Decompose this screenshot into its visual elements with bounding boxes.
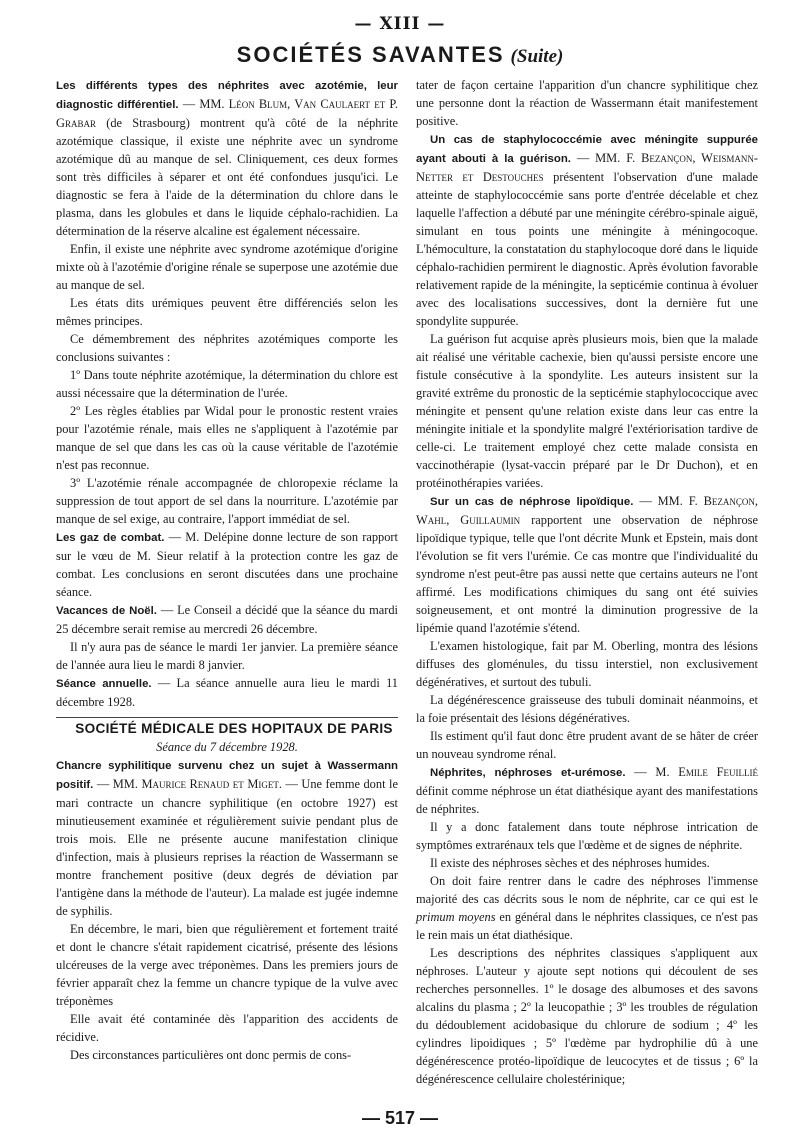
- page-roman-number: — XIII —: [354, 14, 446, 34]
- paragraph: tater de façon certaine l'apparition d'un chancre syphilitique chez une personne dont la réaction de Wassermann était manifestement positive.: [416, 78, 758, 128]
- article-nephrose-lipoidique: [416, 492, 758, 637]
- paragraph: 2º Les règles établies par Widal pour le pronostic restent vraies pour l'azotémie rénale, mais elles ne s'appliquent à l'azotémie par manque de sel que dans les cas où la cause véritable de l'azotémie n'est pas reconnue.: [56, 404, 398, 472]
- paragraph: Les états dits urémiques peuvent être différenciés selon les mêmes principes.: [56, 296, 398, 328]
- paragraph: La guérison fut acquise après plusieurs mois, bien que la malade ait réalisé une véritable cachexie, bien qu'aussi persiste encore une fistule consécutive à la spondylite. Les auteurs insistent sur la gravité extrême du pronostic de la septicémie staphylococcique avec méningite et pensent qu'une relation existe dans leur cas entre la méningite initiale et la spondylite malgré l'extériorisation tardive de celle-ci. Le traitement employé chez cette malade consista en vaccinothérapie (lysat-vaccin préparé par le Dr Duchon), et en protéinothérapies variées.: [416, 332, 758, 490]
- article-text: (de Strasbourg) montrent qu'à côté de la néphrite azotémique classique, il existe une néphrite avec un syndrome azotémique dû au manque de sel. Cliniquement, ces deux formes sont très difficiles à séparer et ont été confondues jusqu'ici. Le diagnostic se fera à l'aide de la détermination du chlore dans le plasma, dans les globules et dans le liquide céphalo-rachidien. La détermination de la réserve alcaline est également nécessaire.: [56, 116, 398, 238]
- article-title: Séance annuelle.: [56, 678, 152, 690]
- paragraph: Enfin, il existe une néphrite avec syndrome azotémique d'origine mixte où à l'azotémie d'origine rénale se superpose une azotémie due au manque de sel.: [56, 242, 398, 292]
- article-nephrites-nephroses-uremose: [416, 763, 758, 818]
- paragraph: Il existe des néphroses sèches et des néphroses humides.: [430, 856, 710, 870]
- article-gaz-de-combat: [56, 528, 398, 601]
- paragraph: Il n'y aura pas de séance le mardi 1er janvier. La première séance de l'année aura lieu le mardi 8 janvier.: [56, 640, 398, 672]
- running-head: [0, 42, 800, 68]
- article-title: Les différents types des néphrites avec azotémie, leur diagnostic différentiel.: [56, 80, 398, 111]
- running-head-title: SOCIÉTÉS SAVANTES: [236, 42, 505, 67]
- paragraph: 3º L'azotémie rénale accompagnée de chloropexie réclame la suppression de tout apport de sel dans la nourriture. L'azotémie par manque de sel exige, au contraire, l'apport immédiat de sel.: [56, 476, 398, 526]
- article-title: Un cas de staphylococcémie avec méningite suppurée ayant abouti à la guérison.: [416, 134, 758, 165]
- paragraph: [416, 872, 758, 944]
- page-number: — 517 —: [361, 1108, 439, 1128]
- paragraph: Il y a donc fatalement dans toute néphrose intrication de symptômes extrarénaux tels que l'œdème et de signes de néphrite.: [416, 820, 758, 852]
- article-authors: — M. Emile Feuillié: [634, 765, 758, 779]
- article-title: Sur un cas de néphrose lipoïdique.: [430, 496, 634, 508]
- article-seance-annuelle: [56, 674, 398, 711]
- right-column: [416, 76, 758, 1088]
- paragraph: En décembre, le mari, bien que régulièrement et fortement traité et dont le chancre s'était rapidement cicatrisé, présente des lésions ulcéreuses de la verge avec tréponèmes. Dans les premiers jours de février apparaît chez la femme un chancre typique de la vulve avec tréponèmes: [56, 922, 398, 1008]
- article-text: présentent l'observation d'une malade atteinte de staphylococcémie sans porte d'entrée décelable et chez laquelle l'affection a débuté par une méningite cérébro-spinale aiguë, simulant en tous points une méningite à méningocoque. L'hémoculture, la constatation du staphylocoque doré dans le liquide céphalo-rachidien permirent le diagnostic. Après évolution favorable relativement rapide de la méningite, la septicémie continua à évoluer avec des localisations successives, dont la dernière fut une spondylite suppurée.: [416, 170, 758, 328]
- article-text: rapportent une observation de néphrose lipoïdique typique, telle que l'ont décrite Munk et Epstein, mais dont l'évolution se fit vers l'urémie. Ce cas montre que l'individualité du syndrome n'est peut-être pas aussi nette que certains auteurs ne l'ont affirmé. Les modifications chimiques du sang ont été suivies soigneusement, et ont montré la diminution progressive de la lipémie quand l'azotémie s'étend.: [416, 513, 758, 635]
- left-column: [56, 76, 398, 1064]
- article-authors: — MM. F. Bezançon, Weismann-Netter et Destouches: [416, 151, 758, 184]
- paragraph-text: On doit faire rentrer dans le cadre des néphroses l'immense majorité des cas décrits sous le nom de néphrite, car ce qui est le: [416, 874, 758, 906]
- paragraph: Ce démembrement des néphrites azotémiques comporte les conclusions suivantes :: [56, 332, 398, 364]
- paragraph: Ils estiment qu'il faut donc être prudent avant de se hâter de créer un nouveau syndrome rénal.: [416, 729, 758, 761]
- article-nephrites-azotemie: [56, 76, 398, 240]
- paragraph: Des circonstances particulières ont donc permis de cons-: [70, 1048, 352, 1062]
- article-text: — La séance annuelle aura lieu le mardi 11 décembre 1928.: [56, 676, 398, 709]
- paragraph-text: en général dans le néphrites classiques, ce n'est pas le rein mais un état diathésique.: [416, 910, 758, 942]
- running-head-suite: (Suite): [510, 46, 564, 67]
- article-text: — M. Delépine donne lecture de son rapport sur le vœu de M. Sieur relatif à la protection contre les gaz de combat. Les conclusions en seront discutées dans une prochaine séance.: [56, 530, 399, 599]
- article-staphylococcemie: [416, 130, 758, 330]
- seance-date: Séance du 7 décembre 1928.: [156, 740, 298, 754]
- article-title: Néphrites, néphroses et-urémose.: [430, 767, 626, 779]
- paragraph-italic: primum moyens: [416, 910, 496, 924]
- paragraph: Les descriptions des néphrites classiques s'appliquent aux néphroses. L'auteur y ajoute sept notions qui découlent de ses recherches personnelles. 1º le dosage des albumoses et des savons alcalins du plasma ; 2º la leucopathie ; 3º les troubles de régulation du dédoublement acidobasique du chlorure de sodium ; 4º les cylindres lipoidiques ; 5º l'œdème par hydrophilie dû à une dégénérescence protéo-lipoïdique de leucocytes et de tissus ; 6º la dégénérescence cellulaire cholestérinique;: [416, 946, 758, 1086]
- article-text: — Une femme dont le mari contracte un chancre syphilitique (en octobre 1927) est minutieusement examinée et régulièrement suivie pendant plus de trois mois. Elle ne présente aucune manifestation clinique d'infection, mais à plusieurs reprises la réaction de Wassermann se montre franchement positive (deux degrés de déviation par l'antigène dans la méthode de l'auteur). La malade est jugée indemne de syphilis.: [56, 777, 398, 918]
- article-title: Vacances de Noël.: [56, 605, 157, 617]
- article-authors: — MM. Léon Blum, Van Caulaert et P. Grabar: [56, 97, 398, 130]
- paragraph: 1º Dans toute néphrite azotémique, la détermination du chlore est aussi nécessaire que la détermination de l'urée.: [56, 368, 398, 400]
- article-vacances-noel: [56, 601, 398, 638]
- article-authors: — MM. F. Bezançon, Wahl, Guillaumin: [416, 494, 759, 527]
- article-text: — Le Conseil a décidé que la séance du mardi 25 décembre serait remise au mercredi 26 décembre.: [56, 603, 398, 636]
- article-title: Les gaz de combat.: [56, 532, 165, 544]
- paragraph: Elle avait été contaminée dès l'apparition des accidents de récidive.: [56, 1012, 398, 1044]
- society-heading: SOCIÉTÉ MÉDICALE DES HOPITAUX DE PARIS: [75, 721, 393, 736]
- paragraph: L'examen histologique, fait par M. Oberling, montra des lésions diffuses des gloménules, du tissu interstiel, non exclusivement dégénératives, et surtout des tubuli.: [416, 639, 758, 689]
- article-text: définit comme néphrose un état diathésique ayant des manifestations de néphrites.: [416, 784, 758, 816]
- article-authors: — MM. Maurice Renaud et Miget.: [96, 777, 282, 791]
- article-title: Chancre syphilitique survenu chez un sujet à Wassermann positif.: [56, 760, 398, 791]
- article-chancre-syphilitique: [56, 756, 398, 920]
- divider: [56, 717, 398, 718]
- paragraph: La dégénérescence graisseuse des tubuli dominait néanmoins, et la foie présentait des lésions dégénératives.: [416, 693, 758, 725]
